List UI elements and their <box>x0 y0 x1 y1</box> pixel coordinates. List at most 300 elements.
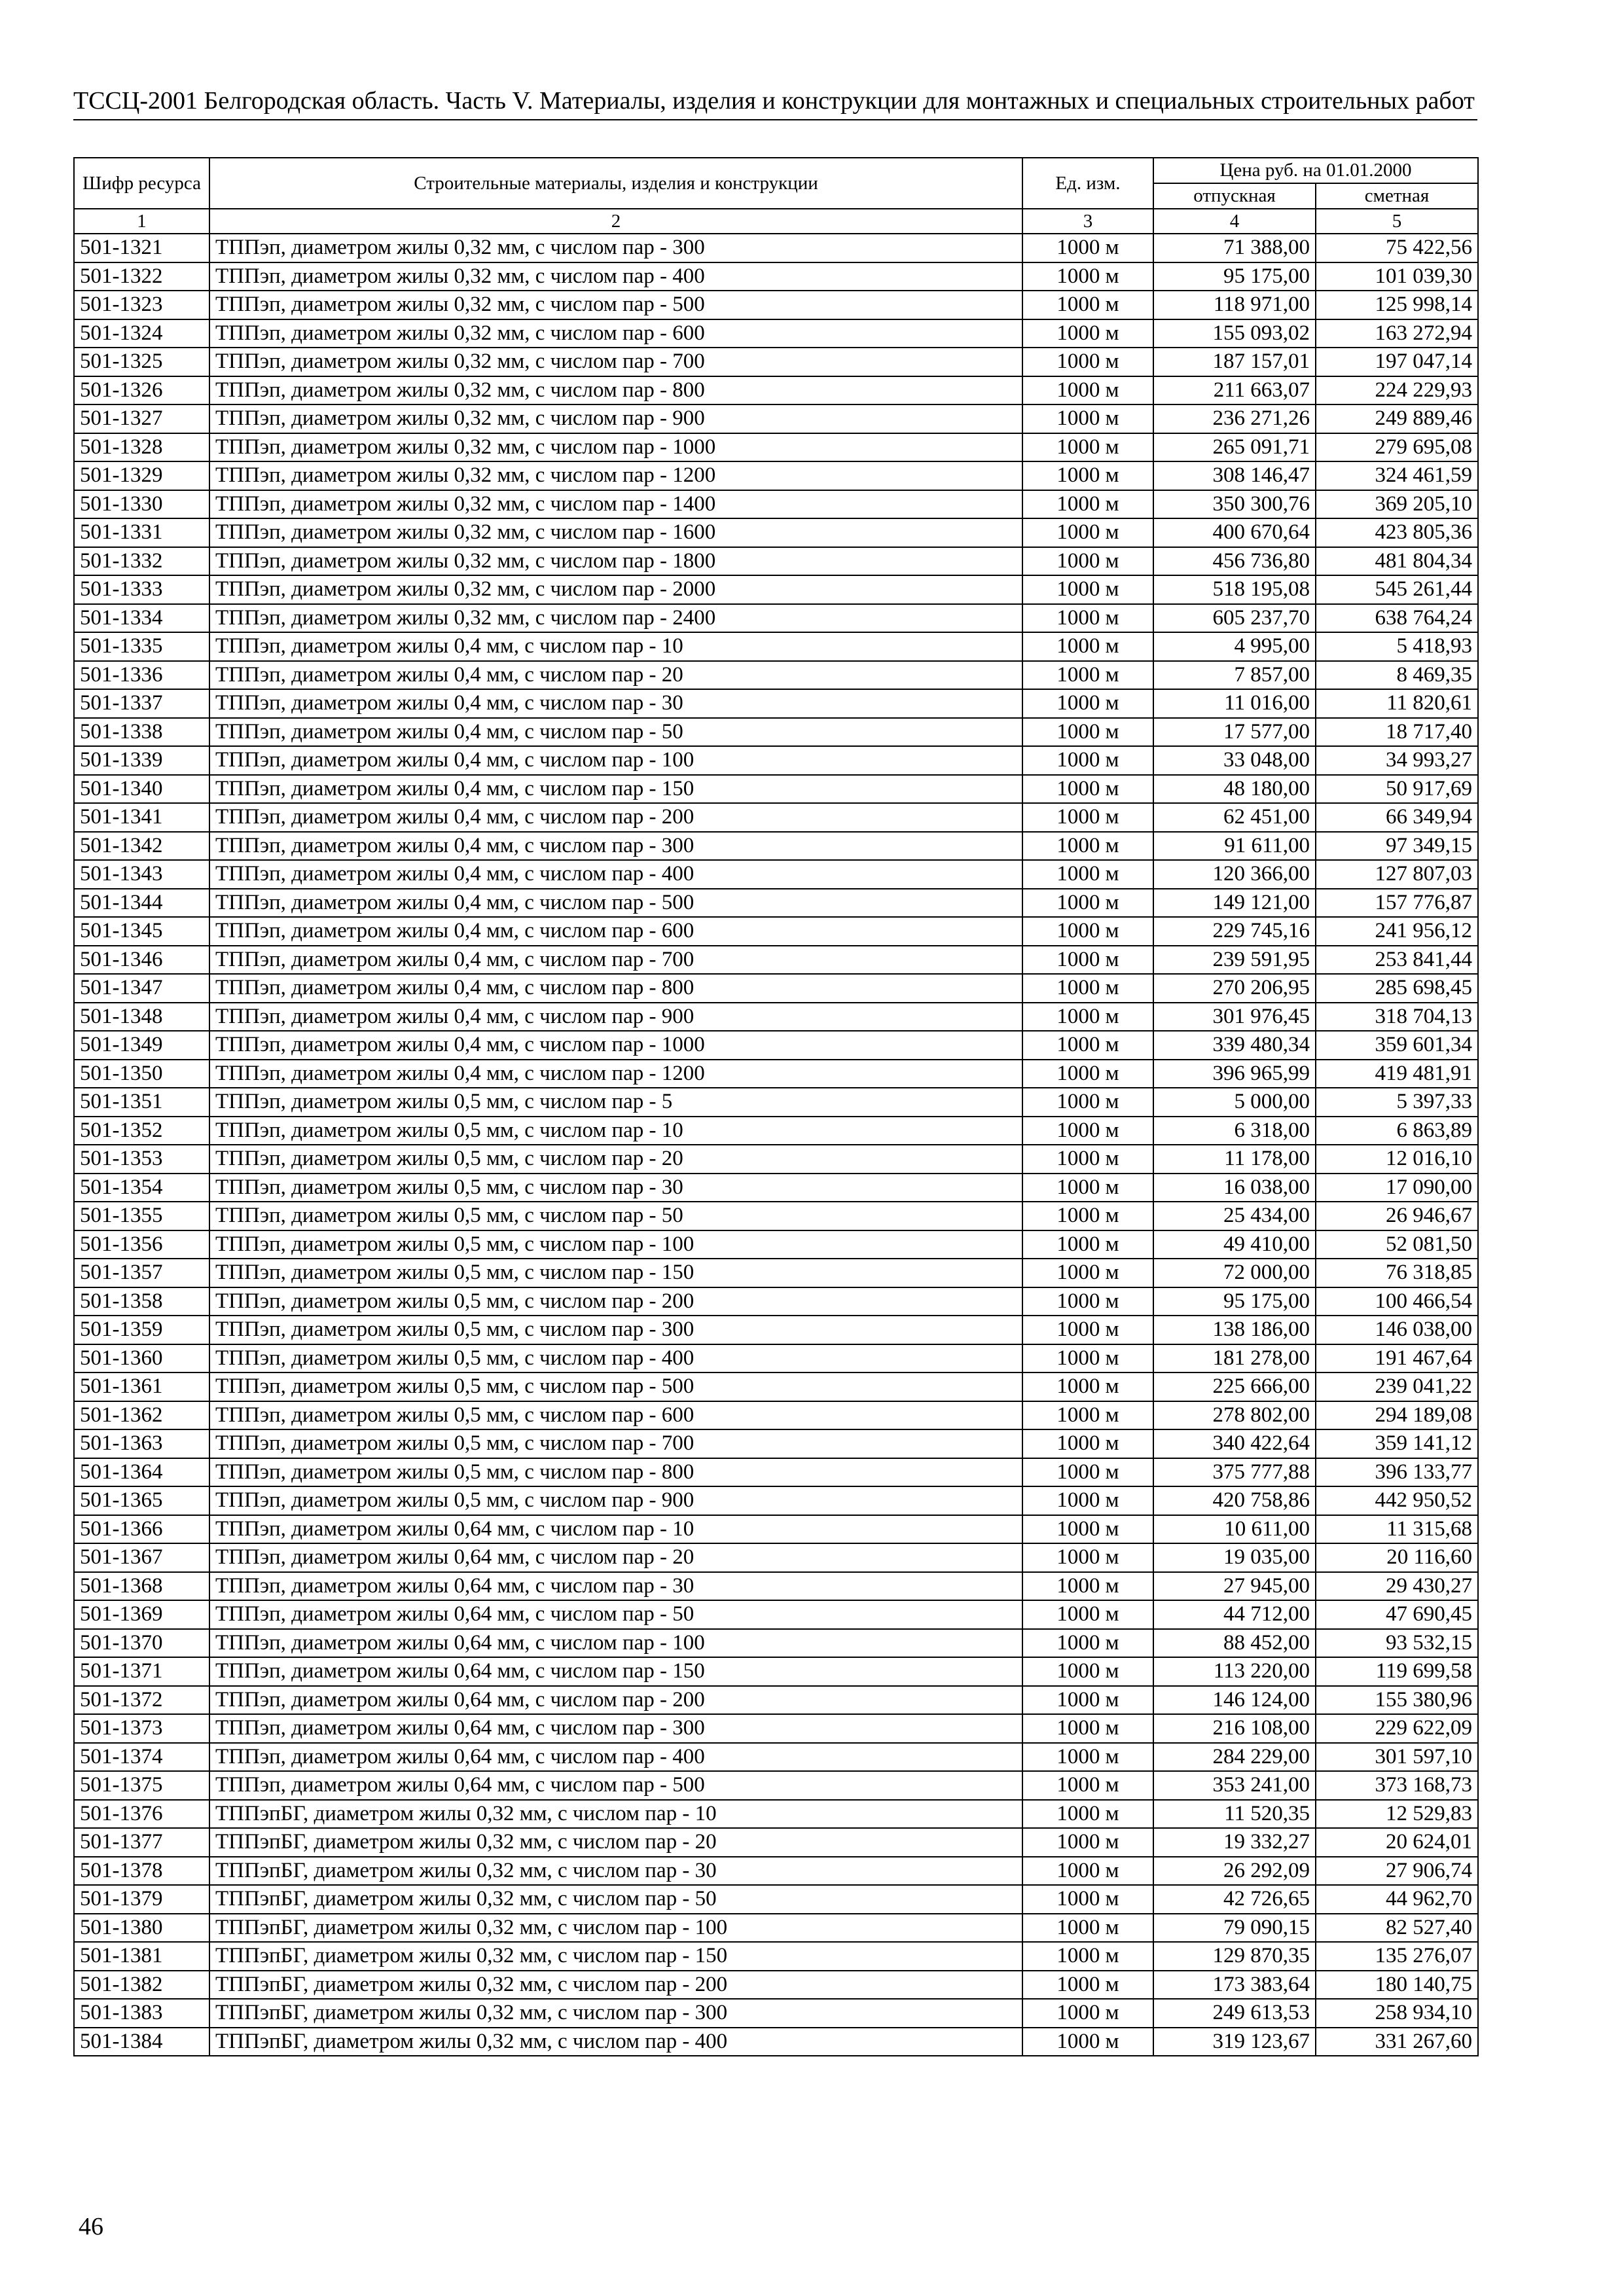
resource-code-cell: 501-1353 <box>74 1145 209 1174</box>
material-name-cell: ТППэп, диаметром жилы 0,5 мм, с числом пар - 10 <box>209 1117 1022 1145</box>
table-row <box>74 319 1478 348</box>
unit-cell: 1000 м <box>1022 1686 1153 1715</box>
release-price-cell: 278 802,00 <box>1153 1401 1316 1430</box>
material-name-cell: ТППэп, диаметром жилы 0,4 мм, с числом пар - 100 <box>209 746 1022 775</box>
resource-code-cell: 501-1358 <box>74 1287 209 1316</box>
column-header-unit: Ед. изм. <box>1022 158 1153 209</box>
material-name-cell: ТППэп, диаметром жилы 0,32 мм, с числом пар - 800 <box>209 376 1022 405</box>
release-price-cell: 91 611,00 <box>1153 832 1316 861</box>
table-row <box>74 889 1478 918</box>
unit-cell: 1000 м <box>1022 1828 1153 1857</box>
material-name-cell: ТППэп, диаметром жилы 0,5 мм, с числом пар - 30 <box>209 1174 1022 1202</box>
table-row <box>74 1686 1478 1715</box>
table-row <box>74 1486 1478 1515</box>
unit-cell: 1000 м <box>1022 803 1153 832</box>
estimate-price-cell: 180 140,75 <box>1316 1971 1478 2000</box>
table-row <box>74 604 1478 633</box>
material-name-cell: ТППэпБГ, диаметром жилы 0,32 мм, с числом пар - 30 <box>209 1857 1022 1886</box>
estimate-price-cell: 396 133,77 <box>1316 1458 1478 1487</box>
material-name-cell: ТППэп, диаметром жилы 0,5 мм, с числом пар - 500 <box>209 1372 1022 1401</box>
estimate-price-cell: 93 532,15 <box>1316 1629 1478 1658</box>
estimate-price-cell: 75 422,56 <box>1316 234 1478 262</box>
resource-code-cell: 501-1350 <box>74 1060 209 1088</box>
table-row <box>74 946 1478 975</box>
material-name-cell: ТППэпБГ, диаметром жилы 0,32 мм, с числом пар - 10 <box>209 1800 1022 1829</box>
estimate-price-cell: 279 695,08 <box>1316 433 1478 462</box>
material-name-cell: ТППэп, диаметром жилы 0,32 мм, с числом пар - 1400 <box>209 490 1022 519</box>
resource-code-cell: 501-1352 <box>74 1117 209 1145</box>
table-row <box>74 1117 1478 1145</box>
estimate-price-cell: 27 906,74 <box>1316 1857 1478 1886</box>
estimate-price-cell: 29 430,27 <box>1316 1572 1478 1601</box>
material-name-cell: ТППэп, диаметром жилы 0,64 мм, с числом пар - 500 <box>209 1771 1022 1800</box>
estimate-price-cell: 5 418,93 <box>1316 632 1478 661</box>
unit-cell: 1000 м <box>1022 1230 1153 1259</box>
release-price-cell: 605 237,70 <box>1153 604 1316 633</box>
table-row <box>74 832 1478 861</box>
release-price-cell: 11 016,00 <box>1153 689 1316 718</box>
release-price-cell: 187 157,01 <box>1153 348 1316 376</box>
release-price-cell: 26 292,09 <box>1153 1857 1316 1886</box>
estimate-price-cell: 125 998,14 <box>1316 291 1478 319</box>
unit-cell: 1000 м <box>1022 1971 1153 2000</box>
table-row <box>74 234 1478 262</box>
resource-code-cell: 501-1364 <box>74 1458 209 1487</box>
resource-code-cell: 501-1324 <box>74 319 209 348</box>
unit-cell: 1000 м <box>1022 1287 1153 1316</box>
resource-code-cell: 501-1366 <box>74 1515 209 1544</box>
resource-code-cell: 501-1329 <box>74 461 209 490</box>
release-price-cell: 11 520,35 <box>1153 1800 1316 1829</box>
unit-cell: 1000 м <box>1022 547 1153 576</box>
release-price-cell: 120 366,00 <box>1153 860 1316 889</box>
table-row <box>74 1857 1478 1886</box>
resource-code-cell: 501-1360 <box>74 1344 209 1373</box>
resource-code-cell: 501-1340 <box>74 775 209 804</box>
table-row <box>74 775 1478 804</box>
unit-cell: 1000 м <box>1022 1800 1153 1829</box>
table-row <box>74 1543 1478 1572</box>
resource-code-cell: 501-1370 <box>74 1629 209 1658</box>
unit-cell: 1000 м <box>1022 1060 1153 1088</box>
release-price-cell: 308 146,47 <box>1153 461 1316 490</box>
estimate-price-cell: 11 820,61 <box>1316 689 1478 718</box>
resource-code-cell: 501-1372 <box>74 1686 209 1715</box>
release-price-cell: 211 663,07 <box>1153 376 1316 405</box>
resource-code-cell: 501-1347 <box>74 974 209 1003</box>
table-row <box>74 1259 1478 1287</box>
unit-cell: 1000 м <box>1022 1031 1153 1060</box>
material-name-cell: ТППэп, диаметром жилы 0,4 мм, с числом пар - 10 <box>209 632 1022 661</box>
unit-cell: 1000 м <box>1022 1885 1153 1914</box>
table-row <box>74 1060 1478 1088</box>
resource-code-cell: 501-1381 <box>74 1942 209 1971</box>
resource-code-cell: 501-1334 <box>74 604 209 633</box>
unit-cell: 1000 м <box>1022 1714 1153 1743</box>
resource-code-cell: 501-1369 <box>74 1600 209 1629</box>
release-price-cell: 129 870,35 <box>1153 1942 1316 1971</box>
table-row <box>74 632 1478 661</box>
estimate-price-cell: 12 529,83 <box>1316 1800 1478 1829</box>
material-name-cell: ТППэп, диаметром жилы 0,5 мм, с числом пар - 900 <box>209 1486 1022 1515</box>
release-price-cell: 396 965,99 <box>1153 1060 1316 1088</box>
table-row <box>74 1885 1478 1914</box>
resource-code-cell: 501-1376 <box>74 1800 209 1829</box>
release-price-cell: 19 035,00 <box>1153 1543 1316 1572</box>
resource-code-cell: 501-1378 <box>74 1857 209 1886</box>
resource-code-cell: 501-1363 <box>74 1429 209 1458</box>
resource-code-cell: 501-1349 <box>74 1031 209 1060</box>
material-name-cell: ТППэп, диаметром жилы 0,4 мм, с числом пар - 200 <box>209 803 1022 832</box>
resource-code-cell: 501-1330 <box>74 490 209 519</box>
material-name-cell: ТППэпБГ, диаметром жилы 0,32 мм, с числом пар - 100 <box>209 1914 1022 1943</box>
release-price-cell: 7 857,00 <box>1153 661 1316 690</box>
estimate-price-cell: 442 950,52 <box>1316 1486 1478 1515</box>
table-row <box>74 376 1478 405</box>
release-price-cell: 25 434,00 <box>1153 1202 1316 1230</box>
estimate-price-cell: 135 276,07 <box>1316 1942 1478 1971</box>
resource-code-cell: 501-1379 <box>74 1885 209 1914</box>
release-price-cell: 95 175,00 <box>1153 262 1316 291</box>
resource-code-cell: 501-1323 <box>74 291 209 319</box>
release-price-cell: 173 383,64 <box>1153 1971 1316 2000</box>
table-row <box>74 262 1478 291</box>
release-price-cell: 340 422,64 <box>1153 1429 1316 1458</box>
price-table <box>73 157 1479 2056</box>
unit-cell: 1000 м <box>1022 1629 1153 1658</box>
estimate-price-cell: 331 267,60 <box>1316 2028 1478 2056</box>
release-price-cell: 19 332,27 <box>1153 1828 1316 1857</box>
unit-cell: 1000 м <box>1022 490 1153 519</box>
unit-cell: 1000 м <box>1022 917 1153 946</box>
estimate-price-cell: 324 461,59 <box>1316 461 1478 490</box>
table-row <box>74 1942 1478 1971</box>
table-row <box>74 1515 1478 1544</box>
material-name-cell: ТППэп, диаметром жилы 0,64 мм, с числом пар - 50 <box>209 1600 1022 1629</box>
material-name-cell: ТППэпБГ, диаметром жилы 0,32 мм, с числом пар - 300 <box>209 1999 1022 2028</box>
estimate-price-cell: 285 698,45 <box>1316 974 1478 1003</box>
release-price-cell: 118 971,00 <box>1153 291 1316 319</box>
resource-code-cell: 501-1357 <box>74 1259 209 1287</box>
resource-code-cell: 501-1348 <box>74 1003 209 1031</box>
release-price-cell: 400 670,64 <box>1153 518 1316 547</box>
material-name-cell: ТППэп, диаметром жилы 0,4 мм, с числом пар - 500 <box>209 889 1022 918</box>
table-row <box>74 2028 1478 2056</box>
release-price-cell: 319 123,67 <box>1153 2028 1316 2056</box>
table-row <box>74 1287 1478 1316</box>
resource-code-cell: 501-1375 <box>74 1771 209 1800</box>
material-name-cell: ТППэп, диаметром жилы 0,32 мм, с числом пар - 2400 <box>209 604 1022 633</box>
unit-cell: 1000 м <box>1022 575 1153 604</box>
page-number: 46 <box>79 2213 103 2240</box>
table-row <box>74 1202 1478 1230</box>
table-row <box>74 661 1478 690</box>
material-name-cell: ТППэпБГ, диаметром жилы 0,32 мм, с числом пар - 50 <box>209 1885 1022 1914</box>
table-row <box>74 803 1478 832</box>
material-name-cell: ТППэпБГ, диаметром жилы 0,32 мм, с числом пар - 400 <box>209 2028 1022 2056</box>
estimate-price-cell: 258 934,10 <box>1316 1999 1478 2028</box>
unit-cell: 1000 м <box>1022 1600 1153 1629</box>
resource-code-cell: 501-1322 <box>74 262 209 291</box>
unit-cell: 1000 м <box>1022 319 1153 348</box>
table-row <box>74 490 1478 519</box>
resource-code-cell: 501-1325 <box>74 348 209 376</box>
release-price-cell: 284 229,00 <box>1153 1743 1316 1772</box>
material-name-cell: ТППэп, диаметром жилы 0,4 мм, с числом пар - 150 <box>209 775 1022 804</box>
material-name-cell: ТППэп, диаметром жилы 0,5 мм, с числом пар - 5 <box>209 1088 1022 1117</box>
table-row <box>74 1088 1478 1117</box>
estimate-price-cell: 50 917,69 <box>1316 775 1478 804</box>
unit-cell: 1000 м <box>1022 604 1153 633</box>
material-name-cell: ТППэп, диаметром жилы 0,5 мм, с числом пар - 300 <box>209 1316 1022 1344</box>
release-price-cell: 181 278,00 <box>1153 1344 1316 1373</box>
material-name-cell: ТППэп, диаметром жилы 0,5 мм, с числом пар - 800 <box>209 1458 1022 1487</box>
release-price-cell: 79 090,15 <box>1153 1914 1316 1943</box>
resource-code-cell: 501-1359 <box>74 1316 209 1344</box>
table-row <box>74 1230 1478 1259</box>
table-row <box>74 1657 1478 1686</box>
material-name-cell: ТППэп, диаметром жилы 0,4 мм, с числом пар - 50 <box>209 718 1022 747</box>
column-number-5: 5 <box>1316 209 1478 234</box>
material-name-cell: ТППэп, диаметром жилы 0,5 мм, с числом пар - 400 <box>209 1344 1022 1373</box>
release-price-cell: 149 121,00 <box>1153 889 1316 918</box>
table-row <box>74 974 1478 1003</box>
estimate-price-cell: 97 349,15 <box>1316 832 1478 861</box>
estimate-price-cell: 8 469,35 <box>1316 661 1478 690</box>
estimate-price-cell: 157 776,87 <box>1316 889 1478 918</box>
estimate-price-cell: 34 993,27 <box>1316 746 1478 775</box>
material-name-cell: ТППэп, диаметром жилы 0,4 мм, с числом пар - 800 <box>209 974 1022 1003</box>
estimate-price-cell: 241 956,12 <box>1316 917 1478 946</box>
table-row <box>74 575 1478 604</box>
material-name-cell: ТППэп, диаметром жилы 0,4 мм, с числом пар - 30 <box>209 689 1022 718</box>
release-price-cell: 146 124,00 <box>1153 1686 1316 1715</box>
release-price-cell: 249 613,53 <box>1153 1999 1316 2028</box>
column-number-3: 3 <box>1022 209 1153 234</box>
table-row <box>74 1174 1478 1202</box>
unit-cell: 1000 м <box>1022 1458 1153 1487</box>
estimate-price-cell: 26 946,67 <box>1316 1202 1478 1230</box>
release-price-cell: 16 038,00 <box>1153 1174 1316 1202</box>
material-name-cell: ТППэп, диаметром жилы 0,5 мм, с числом пар - 700 <box>209 1429 1022 1458</box>
material-name-cell: ТППэп, диаметром жилы 0,32 мм, с числом пар - 1200 <box>209 461 1022 490</box>
estimate-price-cell: 419 481,91 <box>1316 1060 1478 1088</box>
resource-code-cell: 501-1345 <box>74 917 209 946</box>
column-header-price: Цена руб. на 01.01.2000 <box>1153 158 1478 183</box>
unit-cell: 1000 м <box>1022 1401 1153 1430</box>
unit-cell: 1000 м <box>1022 2028 1153 2056</box>
unit-cell: 1000 м <box>1022 974 1153 1003</box>
release-price-cell: 72 000,00 <box>1153 1259 1316 1287</box>
release-price-cell: 44 712,00 <box>1153 1600 1316 1629</box>
table-row <box>74 404 1478 433</box>
estimate-price-cell: 481 804,34 <box>1316 547 1478 576</box>
release-price-cell: 456 736,80 <box>1153 547 1316 576</box>
estimate-price-cell: 359 601,34 <box>1316 1031 1478 1060</box>
estimate-price-cell: 146 038,00 <box>1316 1316 1478 1344</box>
unit-cell: 1000 м <box>1022 1174 1153 1202</box>
release-price-cell: 48 180,00 <box>1153 775 1316 804</box>
release-price-cell: 95 175,00 <box>1153 1287 1316 1316</box>
material-name-cell: ТППэп, диаметром жилы 0,5 мм, с числом пар - 200 <box>209 1287 1022 1316</box>
table-row <box>74 348 1478 376</box>
table-row <box>74 746 1478 775</box>
material-name-cell: ТППэп, диаметром жилы 0,64 мм, с числом пар - 10 <box>209 1515 1022 1544</box>
table-row <box>74 1629 1478 1658</box>
resource-code-cell: 501-1346 <box>74 946 209 975</box>
unit-cell: 1000 м <box>1022 461 1153 490</box>
material-name-cell: ТППэп, диаметром жилы 0,32 мм, с числом пар - 600 <box>209 319 1022 348</box>
material-name-cell: ТППэп, диаметром жилы 0,64 мм, с числом пар - 400 <box>209 1743 1022 1772</box>
table-body <box>74 234 1478 2056</box>
release-price-cell: 350 300,76 <box>1153 490 1316 519</box>
table-row <box>74 1031 1478 1060</box>
resource-code-cell: 501-1327 <box>74 404 209 433</box>
estimate-price-cell: 359 141,12 <box>1316 1429 1478 1458</box>
resource-code-cell: 501-1377 <box>74 1828 209 1857</box>
unit-cell: 1000 м <box>1022 775 1153 804</box>
resource-code-cell: 501-1362 <box>74 1401 209 1430</box>
resource-code-cell: 501-1383 <box>74 1999 209 2028</box>
release-price-cell: 49 410,00 <box>1153 1230 1316 1259</box>
table-row <box>74 1914 1478 1943</box>
unit-cell: 1000 м <box>1022 1486 1153 1515</box>
unit-cell: 1000 м <box>1022 1429 1153 1458</box>
material-name-cell: ТППэп, диаметром жилы 0,64 мм, с числом пар - 100 <box>209 1629 1022 1658</box>
unit-cell: 1000 м <box>1022 348 1153 376</box>
release-price-cell: 375 777,88 <box>1153 1458 1316 1487</box>
estimate-price-cell: 82 527,40 <box>1316 1914 1478 1943</box>
material-name-cell: ТППэп, диаметром жилы 0,4 мм, с числом пар - 300 <box>209 832 1022 861</box>
unit-cell: 1000 м <box>1022 1344 1153 1373</box>
table-row <box>74 860 1478 889</box>
unit-cell: 1000 м <box>1022 1316 1153 1344</box>
release-price-cell: 236 271,26 <box>1153 404 1316 433</box>
estimate-price-cell: 191 467,64 <box>1316 1344 1478 1373</box>
resource-code-cell: 501-1351 <box>74 1088 209 1117</box>
table-row <box>74 461 1478 490</box>
table-row <box>74 291 1478 319</box>
estimate-price-cell: 197 047,14 <box>1316 348 1478 376</box>
unit-cell: 1000 м <box>1022 1515 1153 1544</box>
table-row <box>74 1971 1478 2000</box>
unit-cell: 1000 м <box>1022 1914 1153 1943</box>
resource-code-cell: 501-1365 <box>74 1486 209 1515</box>
material-name-cell: ТППэп, диаметром жилы 0,5 мм, с числом пар - 600 <box>209 1401 1022 1430</box>
resource-code-cell: 501-1328 <box>74 433 209 462</box>
release-price-cell: 88 452,00 <box>1153 1629 1316 1658</box>
table-row <box>74 1372 1478 1401</box>
table-row <box>74 547 1478 576</box>
estimate-price-cell: 249 889,46 <box>1316 404 1478 433</box>
unit-cell: 1000 м <box>1022 1372 1153 1401</box>
release-price-cell: 518 195,08 <box>1153 575 1316 604</box>
table-row <box>74 917 1478 946</box>
resource-code-cell: 501-1332 <box>74 547 209 576</box>
table-row <box>74 1344 1478 1373</box>
material-name-cell: ТППэп, диаметром жилы 0,64 мм, с числом пар - 20 <box>209 1543 1022 1572</box>
table-row <box>74 1316 1478 1344</box>
resource-code-cell: 501-1355 <box>74 1202 209 1230</box>
release-price-cell: 42 726,65 <box>1153 1885 1316 1914</box>
table-row <box>74 1714 1478 1743</box>
estimate-price-cell: 318 704,13 <box>1316 1003 1478 1031</box>
material-name-cell: ТППэп, диаметром жилы 0,64 мм, с числом пар - 300 <box>209 1714 1022 1743</box>
resource-code-cell: 501-1342 <box>74 832 209 861</box>
unit-cell: 1000 м <box>1022 689 1153 718</box>
unit-cell: 1000 м <box>1022 860 1153 889</box>
material-name-cell: ТППэп, диаметром жилы 0,32 мм, с числом пар - 500 <box>209 291 1022 319</box>
material-name-cell: ТППэпБГ, диаметром жилы 0,32 мм, с числом пар - 20 <box>209 1828 1022 1857</box>
estimate-price-cell: 18 717,40 <box>1316 718 1478 747</box>
resource-code-cell: 501-1321 <box>74 234 209 262</box>
estimate-price-cell: 638 764,24 <box>1316 604 1478 633</box>
unit-cell: 1000 м <box>1022 1743 1153 1772</box>
resource-code-cell: 501-1336 <box>74 661 209 690</box>
resource-code-cell: 501-1343 <box>74 860 209 889</box>
release-price-cell: 239 591,95 <box>1153 946 1316 975</box>
estimate-price-cell: 163 272,94 <box>1316 319 1478 348</box>
estimate-price-cell: 301 597,10 <box>1316 1743 1478 1772</box>
unit-cell: 1000 м <box>1022 262 1153 291</box>
release-price-cell: 138 186,00 <box>1153 1316 1316 1344</box>
material-name-cell: ТППэп, диаметром жилы 0,4 мм, с числом пар - 600 <box>209 917 1022 946</box>
release-price-cell: 229 745,16 <box>1153 917 1316 946</box>
resource-code-cell: 501-1361 <box>74 1372 209 1401</box>
unit-cell: 1000 м <box>1022 1771 1153 1800</box>
unit-cell: 1000 м <box>1022 518 1153 547</box>
release-price-cell: 353 241,00 <box>1153 1771 1316 1800</box>
estimate-price-cell: 17 090,00 <box>1316 1174 1478 1202</box>
material-name-cell: ТППэп, диаметром жилы 0,32 мм, с числом пар - 400 <box>209 262 1022 291</box>
unit-cell: 1000 м <box>1022 1999 1153 2028</box>
material-name-cell: ТППэп, диаметром жилы 0,4 мм, с числом пар - 400 <box>209 860 1022 889</box>
release-price-cell: 5 000,00 <box>1153 1088 1316 1117</box>
estimate-price-cell: 229 622,09 <box>1316 1714 1478 1743</box>
release-price-cell: 270 206,95 <box>1153 974 1316 1003</box>
table-row <box>74 1572 1478 1601</box>
estimate-price-cell: 127 807,03 <box>1316 860 1478 889</box>
resource-code-cell: 501-1338 <box>74 718 209 747</box>
release-price-cell: 62 451,00 <box>1153 803 1316 832</box>
resource-code-cell: 501-1354 <box>74 1174 209 1202</box>
release-price-cell: 27 945,00 <box>1153 1572 1316 1601</box>
resource-code-cell: 501-1384 <box>74 2028 209 2056</box>
table-row <box>74 1743 1478 1772</box>
header-divider <box>73 119 1477 120</box>
estimate-price-cell: 6 863,89 <box>1316 1117 1478 1145</box>
resource-code-cell: 501-1333 <box>74 575 209 604</box>
unit-cell: 1000 м <box>1022 404 1153 433</box>
estimate-price-cell: 423 805,36 <box>1316 518 1478 547</box>
unit-cell: 1000 м <box>1022 718 1153 747</box>
material-name-cell: ТППэп, диаметром жилы 0,64 мм, с числом пар - 150 <box>209 1657 1022 1686</box>
column-header-estimate-price: сметная <box>1316 183 1478 209</box>
unit-cell: 1000 м <box>1022 1003 1153 1031</box>
material-name-cell: ТППэп, диаметром жилы 0,32 мм, с числом пар - 2000 <box>209 575 1022 604</box>
column-header-release-price: отпускная <box>1153 183 1316 209</box>
table-row <box>74 1429 1478 1458</box>
table-row <box>74 1800 1478 1829</box>
unit-cell: 1000 м <box>1022 1088 1153 1117</box>
estimate-price-cell: 47 690,45 <box>1316 1600 1478 1629</box>
unit-cell: 1000 м <box>1022 661 1153 690</box>
resource-code-cell: 501-1380 <box>74 1914 209 1943</box>
material-name-cell: ТППэп, диаметром жилы 0,4 мм, с числом пар - 900 <box>209 1003 1022 1031</box>
resource-code-cell: 501-1341 <box>74 803 209 832</box>
resource-code-cell: 501-1326 <box>74 376 209 405</box>
unit-cell: 1000 м <box>1022 1259 1153 1287</box>
